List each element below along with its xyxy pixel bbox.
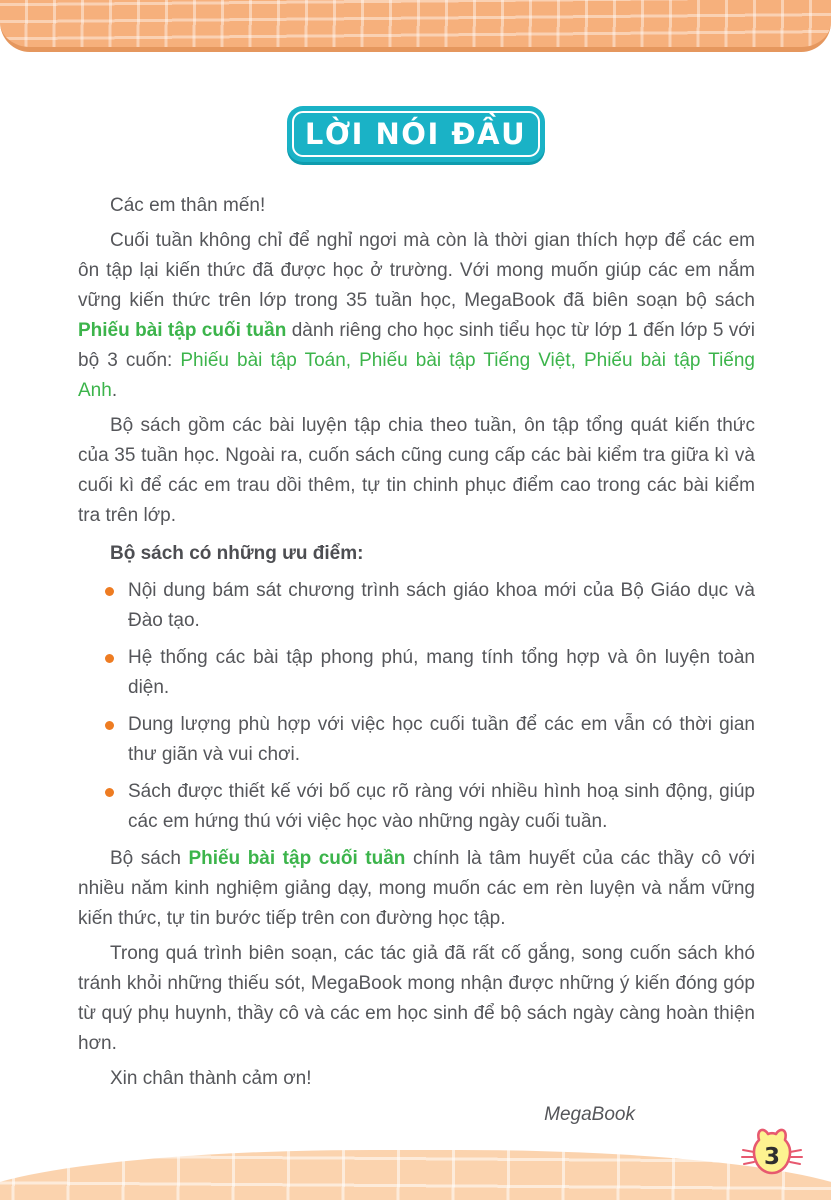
cat-face-icon xyxy=(741,1126,803,1182)
bullet-dot-icon xyxy=(105,788,114,797)
body-text: dành riêng cho học sinh tiểu học từ lớp 1 đến lớp 5 với bộ 3 cuốn: xyxy=(78,320,755,371)
body-text: MegaBook xyxy=(544,1104,635,1125)
highlight-text: Phiếu bài tập Toán, Phiếu bài tập Tiếng Việt, Phiếu bài tập Tiếng Anh xyxy=(78,350,755,401)
bullet-item xyxy=(78,710,755,770)
page-number: 3 xyxy=(763,1144,781,1170)
signature xyxy=(78,1100,755,1130)
body-text: Trong quá trình biên soạn, các tác giả đã rất cố gắng, song cuốn sách khó tránh khỏi những thiếu sót, MegaBook mong nhận được những ý kiến đóng góp từ quý phụ huynh, thầy cô và các em học sinh để bộ sách ngày càng hoàn thiện hơn. xyxy=(78,943,755,1054)
paragraph xyxy=(78,939,755,1059)
bullet-item xyxy=(78,643,755,703)
cat-page-badge xyxy=(741,1126,803,1182)
body-text: Nội dung bám sát chương trình sách giáo khoa mới của Bộ Giáo dục và Đào tạo. xyxy=(128,580,755,631)
body-text: Hệ thống các bài tập phong phú, mang tính tổng hợp và ôn luyện toàn diện. xyxy=(128,647,755,698)
highlight-text: Phiếu bài tập cuối tuần xyxy=(78,320,287,341)
paragraph xyxy=(78,411,755,531)
paragraph xyxy=(78,1064,755,1094)
body-text: Bộ sách có những ưu điểm: xyxy=(110,543,364,564)
bullet-dot-icon xyxy=(105,654,114,663)
body-text: Xin chân thành cảm ơn! xyxy=(110,1068,312,1089)
paragraph xyxy=(78,226,755,406)
title-badge xyxy=(287,106,545,162)
bullet-dot-icon xyxy=(105,721,114,730)
body-text: . xyxy=(111,380,118,401)
body-text: chính là tâm huyết của các thầy cô với nhiều năm kinh nghiệm giảng dạy, mong muốn các em rèn luyện và nắm vững kiến thức, tự tin bước tiếp trên con đường học tập. xyxy=(78,848,755,929)
section-heading xyxy=(78,539,755,569)
top-decorative-band xyxy=(0,0,831,52)
content-area xyxy=(78,186,755,1135)
paragraph xyxy=(78,191,755,221)
body-text: Sách được thiết kế với bố cục rõ ràng với nhiều hình hoạ sinh động, giúp các em hứng thú với việc học vào những ngày cuối tuần. xyxy=(128,781,755,832)
bullet-dot-icon xyxy=(105,587,114,596)
page-title: LỜI NÓI ĐẦU xyxy=(304,117,527,151)
highlight-text: Phiếu bài tập cuối tuần xyxy=(188,848,406,869)
bullet-item xyxy=(78,777,755,837)
body-text: Cuối tuần không chỉ để nghỉ ngơi mà còn là thời gian thích hợp để các em ôn tập lại kiến thức đã được học ở trường. Với mong muốn giúp các em nắm vững kiến thức trên lớp trong 35 tuần học, MegaBook đã biên soạn bộ sách xyxy=(78,230,755,311)
body-text: Các em thân mến! xyxy=(110,195,266,216)
paragraph xyxy=(78,844,755,934)
bullet-item xyxy=(78,576,755,636)
bottom-decorative-band xyxy=(0,1150,831,1200)
body-text: Bộ sách gồm các bài luyện tập chia theo tuần, ôn tập tổng quát kiến thức của 35 tuần học. Ngoài ra, cuốn sách cũng cung cấp các bài kiểm tra giữa kì và cuối kì để các em trau dồi thêm, tự tin chinh phục điểm cao trong các bài kiểm tra trên lớp. xyxy=(78,415,755,526)
body-text: Dung lượng phù hợp với việc học cuối tuần để các em vẫn có thời gian thư giãn và vui chơi. xyxy=(128,714,755,765)
body-text: Bộ sách xyxy=(110,848,189,869)
